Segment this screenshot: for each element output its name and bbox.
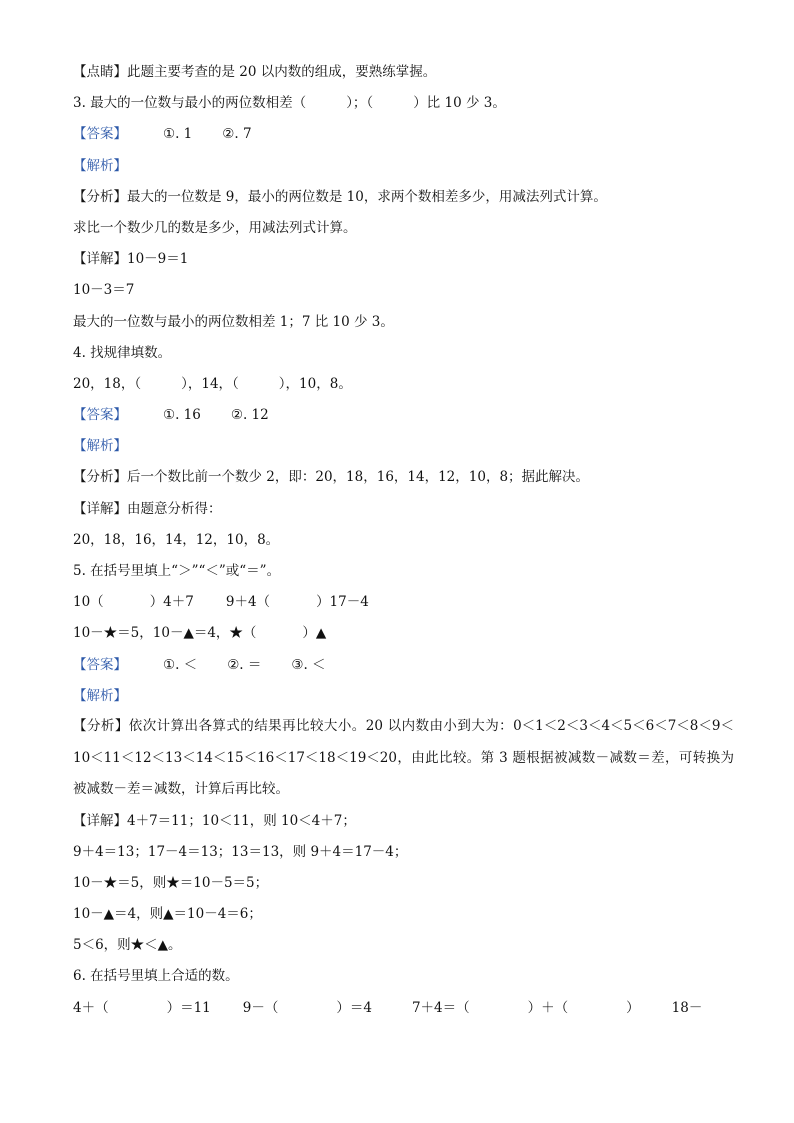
detail-line: 10－★＝5，则★＝10－5＝5；: [73, 874, 269, 891]
analysis-line: 【分析】最大的一位数是 9，最小的两位数是 10，求两个数相差多少，用减法列式计算。: [73, 188, 607, 205]
fill-text: 4＋（: [73, 999, 109, 1016]
answer-line-4: [73, 405, 734, 425]
answer-line-5: [73, 655, 734, 675]
fill-text: ）＝11: [166, 999, 211, 1016]
detail-line: 10－▲＝4，则▲＝10－4＝6；: [73, 906, 262, 923]
compare-text: 9＋4（: [225, 594, 271, 611]
answer-item: ②. ＝: [227, 656, 262, 673]
compare-text: ）17－4: [316, 594, 369, 611]
detail-line: 5＜6，则★＜▲。: [73, 937, 182, 954]
detail-line: 【详解】10－9＝1: [73, 251, 189, 268]
question-number: 3.: [73, 95, 86, 112]
answer-line-3: [73, 124, 734, 144]
compare-text: 10－★＝5，10－▲＝4，★（: [73, 625, 257, 642]
question-text: 最大的一位数与最小的两位数相差（: [90, 95, 307, 112]
answer-tag: 【答案】: [73, 126, 127, 143]
question-text: ）比 10 少 3。: [413, 95, 506, 112]
compare-line-1: [73, 592, 734, 612]
fill-text: ）: [626, 999, 640, 1016]
fill-text: 18－: [671, 999, 703, 1016]
answer-item: ③. ＜: [291, 656, 326, 673]
sequence-line: [73, 374, 734, 394]
compare-text: 10（: [73, 594, 104, 611]
question-text: ）；（: [346, 95, 374, 112]
sequence-text: 20，18，（: [73, 375, 142, 392]
tip-line: 【点睛】此题主要考查的是 20 以内数的组成，要熟练掌握。: [73, 64, 437, 80]
detail-line: 9＋4＝13；17－4＝13；13＝13，则 9＋4＝17－4；: [73, 843, 408, 860]
answer-tag: 【答案】: [73, 656, 127, 673]
question-4: 4. 找规律填数。: [73, 344, 172, 361]
question-5: 5. 在括号里填上“＞”“＜”或“＝”。: [73, 563, 281, 579]
compare-text: ）▲: [302, 625, 327, 642]
answer-item: ①. 16: [163, 407, 201, 424]
fill-text: 9－（: [242, 999, 279, 1016]
sequence-text: ），14，（: [181, 375, 239, 392]
fill-line: [73, 998, 734, 1018]
analysis-paragraph: 【分析】依次计算出各算式的结果再比较大小。20 以内数由小到大为：0＜1＜2＜3＜4＜5＜6＜7＜8＜9＜10＜11＜12＜13＜14＜15＜16＜17＜18＜19＜20，由此比较。第 3 题根据被减数－减数＝差，可转换为被减数－差＝减数，计算后再比较。: [73, 718, 734, 797]
answer-item: ②. 12: [230, 407, 269, 424]
detail-line: 10－3＝7: [73, 282, 135, 299]
answer-item: ①. ＜: [163, 656, 198, 673]
conclusion-line: 最大的一位数与最小的两位数相差 1；7 比 10 少 3。: [73, 313, 394, 330]
answer-item: ①. 1: [163, 126, 193, 143]
question-6: 6. 在括号里填上合适的数。: [73, 968, 239, 985]
detail-line: 【详解】4＋7＝11；10＜11，则 10＜4＋7；: [73, 812, 356, 829]
analysis-tag: 【解析】: [73, 438, 127, 455]
analysis-tag: 【解析】: [73, 157, 127, 174]
compare-line-2: [73, 623, 734, 643]
fill-text: ）＋（: [527, 999, 569, 1016]
answer-tag: 【答案】: [73, 407, 127, 424]
fill-text: ）＝4: [336, 999, 372, 1016]
analysis-line: 【分析】后一个数比前一个数少 2，即：20，18，16，14，12，10，8；据此解决。: [73, 469, 590, 486]
analysis-tag: 【解析】: [73, 687, 127, 704]
compare-text: ）4＋7: [149, 594, 194, 611]
sequence-text: ），10，8。: [278, 375, 352, 392]
detail-line: 20，18，16，14，12，10，8。: [73, 531, 280, 548]
fill-text: 7＋4＝（: [411, 999, 470, 1016]
answer-item: ②. 7: [222, 126, 252, 143]
detail-line: 【详解】由题意分析得：: [73, 500, 222, 517]
analysis-line: 求比一个数少几的数是多少，用减法列式计算。: [73, 219, 357, 236]
question-3: [73, 93, 734, 113]
